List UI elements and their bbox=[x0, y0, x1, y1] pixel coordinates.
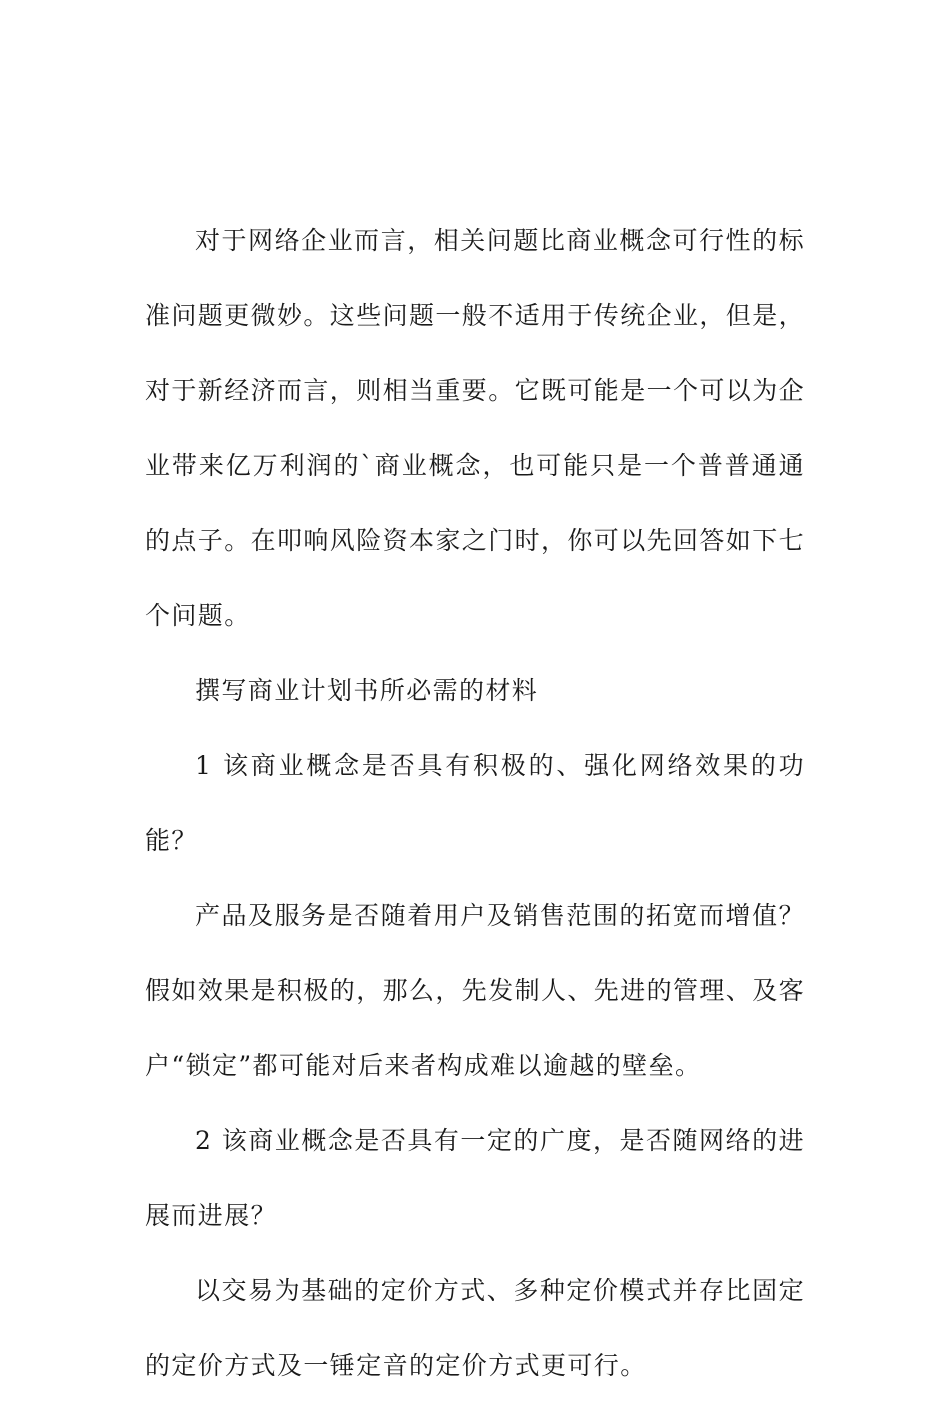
paragraph-answer-1: 产品及服务是否随着用户及销售范围的拓宽而增值？假如效果是积极的，那么，先发制人、先进的管理、及客户“锁定”都可能对后来者构成难以逾越的壁垒。 bbox=[145, 901, 806, 1080]
paragraph-answer-2: 以交易为基础的定价方式、多种定价模式并存比固定的定价方式及一锤定音的定价方式更可行。 bbox=[145, 1276, 805, 1380]
paragraph-question-2: 2 该商业概念是否具有一定的广度，是否随网络的进展而进展？ bbox=[145, 1126, 805, 1230]
document-body bbox=[145, 203, 805, 1403]
paragraph-question-1: 1 该商业概念是否具有积极的、强化网络效果的功能？ bbox=[145, 751, 805, 855]
paragraph-intro: 对于网络企业而言，相关问题比商业概念可行性的标准问题更微妙。这些问题一般不适用于传统企业，但是，对于新经济而言，则相当重要。它既可能是一个可以为企业带来亿万利润的`商业概念，也可能只是一个普普通通的点子。在叩响风险资本家之门时，你可以先回答如下七个问题。 bbox=[145, 226, 806, 630]
paragraph-heading-materials: 撰写商业计划书所必需的材料 bbox=[195, 676, 539, 705]
